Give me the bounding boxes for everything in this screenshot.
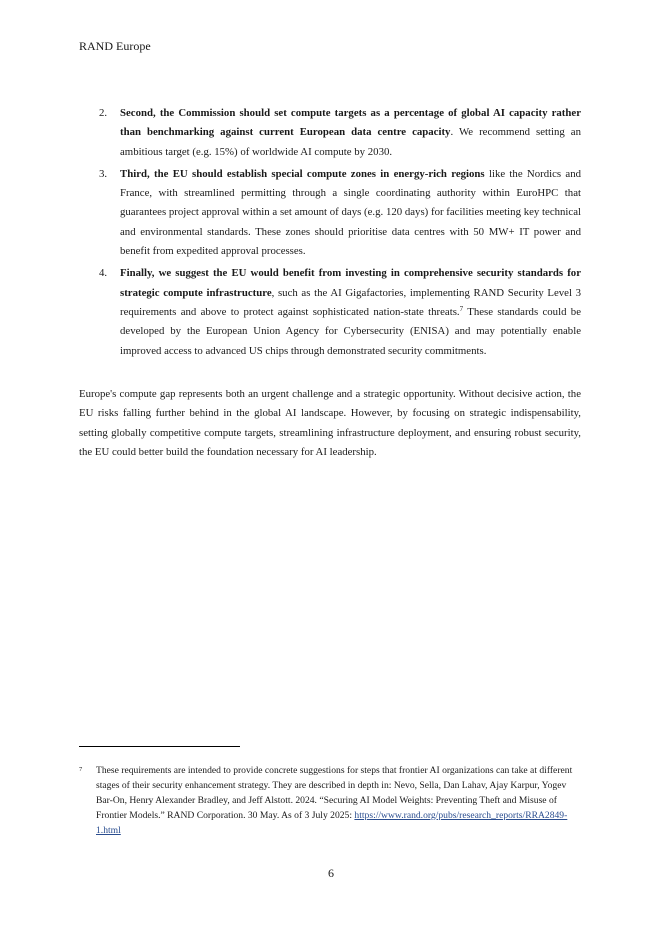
list-item-body: like the Nordics and France, with streamlined permitting through a single coordinating authority within EuroHPC that guarantees project approval within a set amount of days (e.g. 120 days) for facilities meeting key technical and environmental standards. These zones should prioritise data centres with 50 MW+ IT power and benefit from expedited approval processes. <box>120 167 581 258</box>
list-item-body: , such as the AI Gigafactories, implementing RAND Security Level 3 requirements and above to protect against sophisticated nation-state threats. <box>120 286 581 318</box>
list-item-3 <box>79 165 581 261</box>
recommendations-list <box>79 104 581 364</box>
footnote-link[interactable]: https://www.rand.org/pubs/research_reports/RRA2849-1.html <box>96 809 568 836</box>
footnote-text-block <box>79 764 581 839</box>
footnote-mark: 7 <box>79 766 83 773</box>
list-item-2 <box>79 104 581 162</box>
page-number: 6 <box>328 866 334 880</box>
list-item-body: . We recommend setting an ambitious target (e.g. 15%) of worldwide AI compute by 2030. <box>120 126 581 158</box>
list-item-heading: Second, the Commission should set compute targets as a percentage of global AI capacity rather than benchmarking against current European data centre capacity <box>120 107 581 139</box>
list-item-body-continued: These standards could be developed by the European Union Agency for Cybersecurity (ENISA) and may potentially enable improved access to advanced US chips through demonstrated security commitments. <box>120 305 581 357</box>
list-item-heading: Finally, we suggest the EU would benefit from investing in comprehensive security standards for strategic compute infrastructure <box>120 267 581 299</box>
footnote-text: These requirements are intended to provide concrete suggestions for steps that frontier AI organizations can take at different stages of their security enhancement strategy. They are described in depth in: Nevo, Sella, Dan Lahav, Ajay Karpur, Yogev Bar-On, Henry Alexander Bradley, and Jeff Alstott. 2024. “Securing AI Model Weights: Preventing Theft and Misuse of Frontier Models.” RAND Corporation. 30 May. As of 3 July 2025: <box>96 765 573 821</box>
running-header: RAND Europe <box>79 39 151 53</box>
footnote-separator <box>79 746 240 747</box>
list-item-heading: Third, the EU should establish special compute zones in energy-rich regions <box>120 167 485 180</box>
list-number: 4. <box>99 267 108 280</box>
list-number: 3. <box>99 167 108 180</box>
conclusion-paragraph: Europe's compute gap represents both an urgent challenge and a strategic opportunity. Without decisive action, the EU risks falling further behind in the global AI landscape. However, by focusing on strategic indispensability, setting globally competitive compute targets, streamlining infrastructure deployment, and ensuring robust security, the EU could better build the foundation necessary for AI leadership. <box>79 388 581 458</box>
list-item-4 <box>79 264 581 360</box>
footnote <box>79 764 581 839</box>
footnote-reference[interactable]: 7 <box>459 304 464 313</box>
list-number: 2. <box>99 107 108 119</box>
